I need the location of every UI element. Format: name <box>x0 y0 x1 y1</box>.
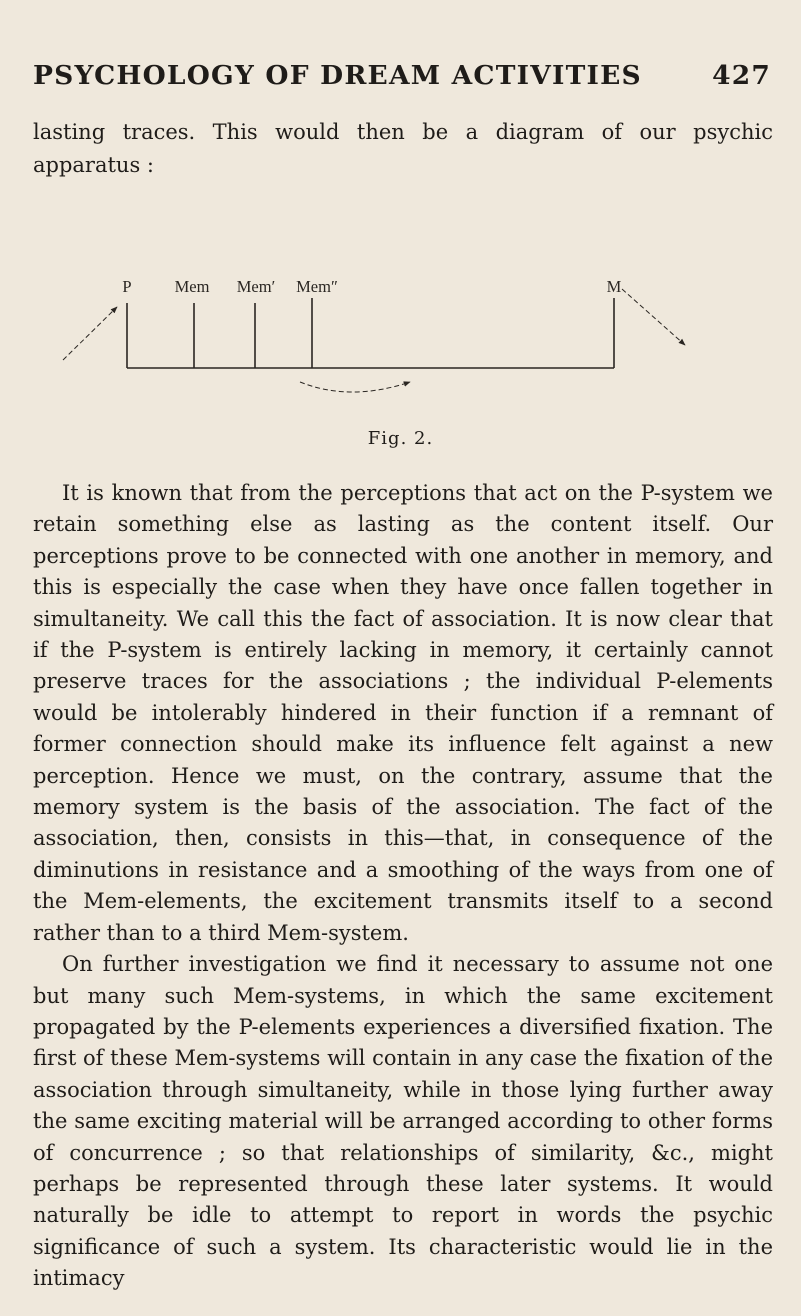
paragraph: On further investigation we find it necessary to assume not one but many such Mem-systems, in which the same excitement propagated by the P-elements experiences a diversified fixation. The first of these Mem-systems will contain in any case the fixation of the association through simultaneity, while in those lying further away the same exciting material will be arranged according to other forms of concurrence ; so that relationships of similarity, &c., might perhaps be represented through these later systems. It would naturally be idle to attempt to report in words the psychic significance of such a system. Its characteristic would lie in the intimacy <box>33 952 773 1291</box>
outgoing-arrow <box>622 289 685 345</box>
body-text <box>33 478 773 1295</box>
label-m: M <box>606 277 622 296</box>
diagram-svg <box>0 250 801 446</box>
page-header <box>33 60 771 100</box>
label-mem-prime: Mem′ <box>236 277 276 296</box>
paragraph: It is known that from the perceptions that act on the P-system we retain something else as lasting as the content itself. Our perceptions prove to be connected with one another in memory, and this is especially the case when they have once fallen together in simultaneity. We call this the fact of association. It is now clear that if the P-system is entirely lacking in memory, it certainly cannot preserve traces for the associations ; the individual P-elements would be intolerably hindered in their function if a remnant of former connection should make its influence felt against a new perception. Hence we must, on the contrary, assume that the memory system is the basis of the association. The fact of the association, then, consists in this—that, in consequence of the diminutions in resistance and a smoothing of the ways from one of the Mem-elements, the excitement transmits itself to a second rather than to a third Mem-system. <box>33 481 773 945</box>
direction-arrow <box>300 382 410 392</box>
label-p: P <box>122 277 132 296</box>
intro-paragraph: lasting traces. This would then be a diagram of our psychic apparatus : <box>33 120 773 177</box>
label-mem-double-prime: Mem″ <box>296 277 338 296</box>
incoming-arrow <box>63 307 117 360</box>
running-title: PSYCHOLOGY OF DREAM ACTIVITIES <box>33 60 642 91</box>
page-number: 427 <box>712 60 771 91</box>
figure-caption: Fig. 2. <box>367 428 434 449</box>
psychic-apparatus-diagram <box>0 250 801 446</box>
label-mem: Mem <box>174 277 210 296</box>
